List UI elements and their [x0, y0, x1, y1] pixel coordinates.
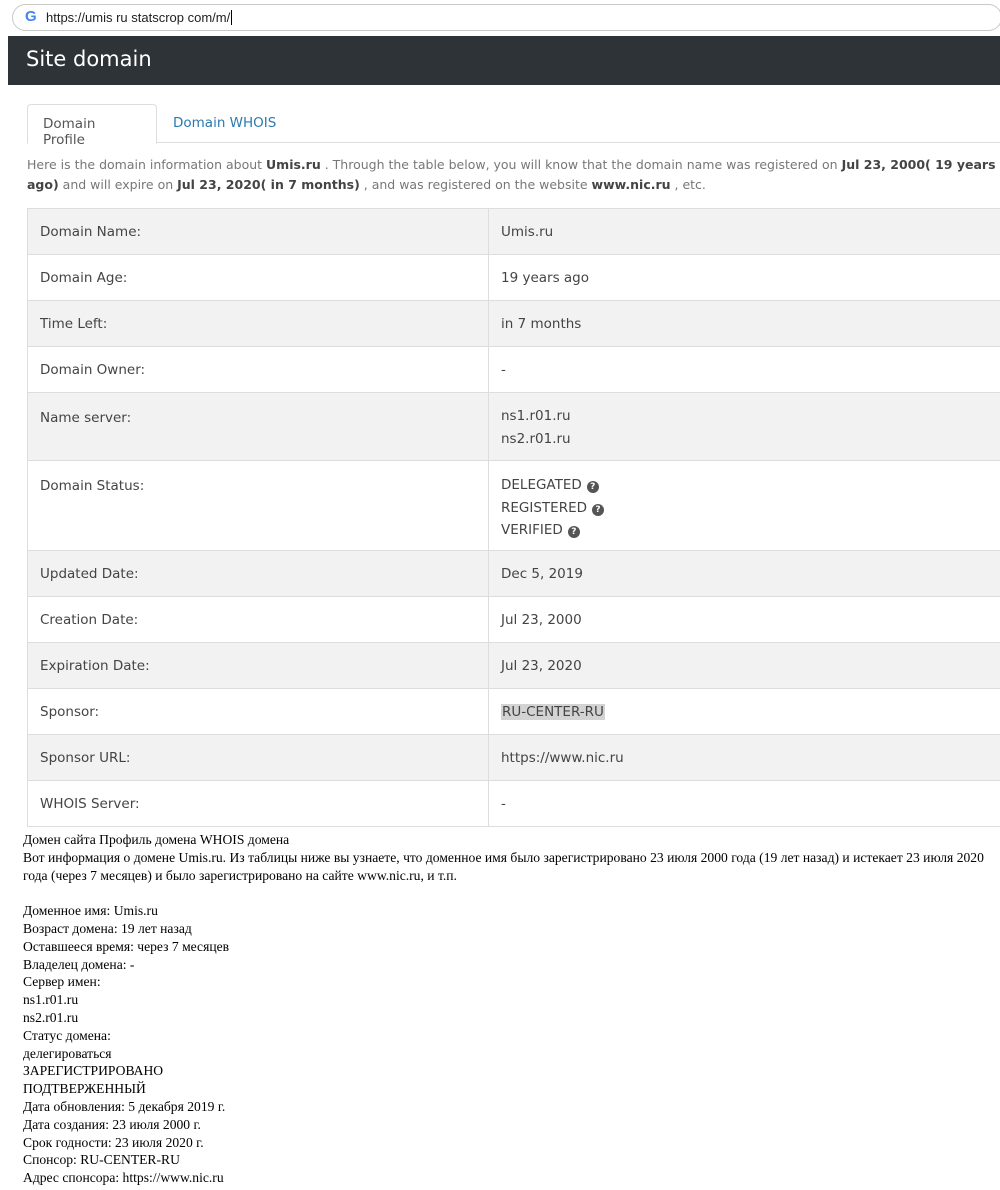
page-content — [8, 36, 1000, 836]
row-value: https://www.nic.ru — [501, 749, 624, 766]
intro-registered-date: Jul 23, 2000( 19 years ago) — [27, 157, 996, 192]
row-label: Updated Date: — [28, 551, 489, 596]
row-value — [489, 393, 1000, 460]
selected-text: RU-CENTER-RU — [502, 703, 604, 720]
translated-line: ЗАРЕГИСТРИРОВАНО — [23, 1063, 164, 1079]
row-value: 19 years ago — [501, 270, 590, 286]
translated-line: ns2.r01.ru — [23, 1009, 79, 1025]
row-value: - — [501, 362, 506, 378]
translated-paragraph: Вот информация о домене Umis.ru. Из таблицы ниже вы узнаете, что доменное имя было зарегистрировано 23 июля 2000 года (19 лет назад) и истекает 23 июля 2020 года (через 7 месяцев) и было зарегистрировано на сайте www.nic.ru, и т.п. — [23, 849, 984, 883]
url-input[interactable] — [12, 4, 1000, 31]
browser-address-bar — [0, 0, 1000, 36]
translated-line: Владелец домена: - — [23, 956, 135, 972]
row-value: - — [501, 795, 506, 812]
table-row-domain-name — [28, 209, 1000, 255]
page-title: Site domain — [26, 47, 152, 71]
table-row-name-server — [28, 393, 1000, 461]
row-label: Expiration Date: — [28, 643, 489, 688]
row-value: in 7 months — [501, 316, 582, 332]
translated-line: Возраст домена: 19 лет назад — [23, 920, 192, 936]
tab-bar — [27, 104, 1000, 148]
table-row-updated-date — [28, 551, 1000, 597]
table-row-domain-status — [28, 461, 1000, 551]
translated-line: делегироваться — [23, 1045, 112, 1061]
row-label: Domain Owner: — [28, 347, 489, 392]
intro-domain: Umis.ru — [266, 157, 321, 172]
question-circle-icon[interactable]: ? — [568, 526, 580, 538]
translated-line: Дата создания: 23 июля 2000 г. — [23, 1116, 201, 1132]
row-label: Sponsor: — [28, 689, 489, 734]
translated-line: Доменное имя: Umis.ru — [23, 903, 158, 919]
row-value — [489, 461, 1000, 550]
table-row-creation-date — [28, 597, 1000, 643]
page-header — [8, 36, 1000, 85]
translated-line: Дата обновления: 5 декабря 2019 г. — [23, 1098, 226, 1114]
name-server-1: ns1.r01.ru — [501, 408, 571, 424]
tab-domain-profile[interactable]: Domain Profile — [27, 104, 157, 144]
row-label: Domain Age: — [28, 255, 489, 300]
status-item: VERIFIED ? — [501, 519, 1000, 542]
translated-line: Домен сайта Профиль домена WHOIS домена — [23, 832, 290, 847]
url-text: https://umis ru statscrop com/m/ — [46, 10, 231, 25]
translated-line: Сервер имен: — [23, 974, 101, 990]
status-item: DELEGATED ? — [501, 474, 1000, 497]
translated-text-block — [23, 831, 998, 1187]
row-label: Domain Name: — [28, 209, 489, 254]
name-server-2: ns2.r01.ru — [501, 430, 571, 447]
status-item: REGISTERED ? — [501, 497, 1000, 520]
table-row-domain-owner — [28, 347, 1000, 393]
translated-line: Срок годности: 23 июля 2020 г. — [23, 1134, 204, 1150]
row-label: Time Left: — [28, 301, 489, 346]
row-label: Creation Date: — [28, 597, 489, 642]
row-value: Dec 5, 2019 — [501, 565, 583, 582]
question-circle-icon[interactable]: ? — [592, 504, 604, 516]
row-label: WHOIS Server: — [28, 781, 489, 826]
intro-paragraph: Here is the domain information about Umis.ru . Through the table below, you will know that the domain name was registered on Jul 23, 2000( 19 years ago) and will expire on Jul 23, 2020( in 7 months) , and was registered on the website www.nic.ru , etc. — [27, 157, 996, 192]
google-g-icon: G — [25, 8, 37, 25]
row-value: Umis.ru — [501, 224, 554, 240]
domain-info-table — [27, 208, 1000, 827]
row-value: Jul 23, 2000 — [501, 611, 582, 628]
translated-line: Спонсор: RU-CENTER-RU — [23, 1152, 180, 1168]
table-row-sponsor-url — [28, 735, 1000, 781]
intro-website: www.nic.ru — [591, 177, 671, 192]
text-caret — [231, 10, 232, 25]
table-row-expiration-date — [28, 643, 1000, 689]
intro-expire-date: Jul 23, 2020( in 7 months) — [177, 177, 360, 192]
row-label: Domain Status: — [28, 461, 489, 550]
blank-line — [23, 884, 998, 902]
table-row-domain-age — [28, 255, 1000, 301]
row-label: Sponsor URL: — [28, 735, 489, 780]
row-value — [489, 689, 1000, 735]
table-row-whois-server — [28, 781, 1000, 827]
translated-line: ПОДТВЕРЖЕННЫЙ — [23, 1081, 146, 1097]
tab-domain-whois[interactable]: Domain WHOIS — [173, 115, 277, 131]
translated-line: Адрес спонсора: https://www.nic.ru — [23, 1170, 224, 1186]
table-row-sponsor — [28, 689, 1000, 735]
translated-line: ns1.r01.ru — [23, 992, 79, 1008]
table-row-time-left — [28, 301, 1000, 347]
translated-line: Статус домена: — [23, 1027, 111, 1043]
question-circle-icon[interactable]: ? — [587, 481, 599, 493]
row-label: Name server: — [28, 393, 489, 460]
row-value: Jul 23, 2020 — [501, 657, 582, 674]
translated-line: Оставшееся время: через 7 месяцев — [23, 938, 230, 954]
